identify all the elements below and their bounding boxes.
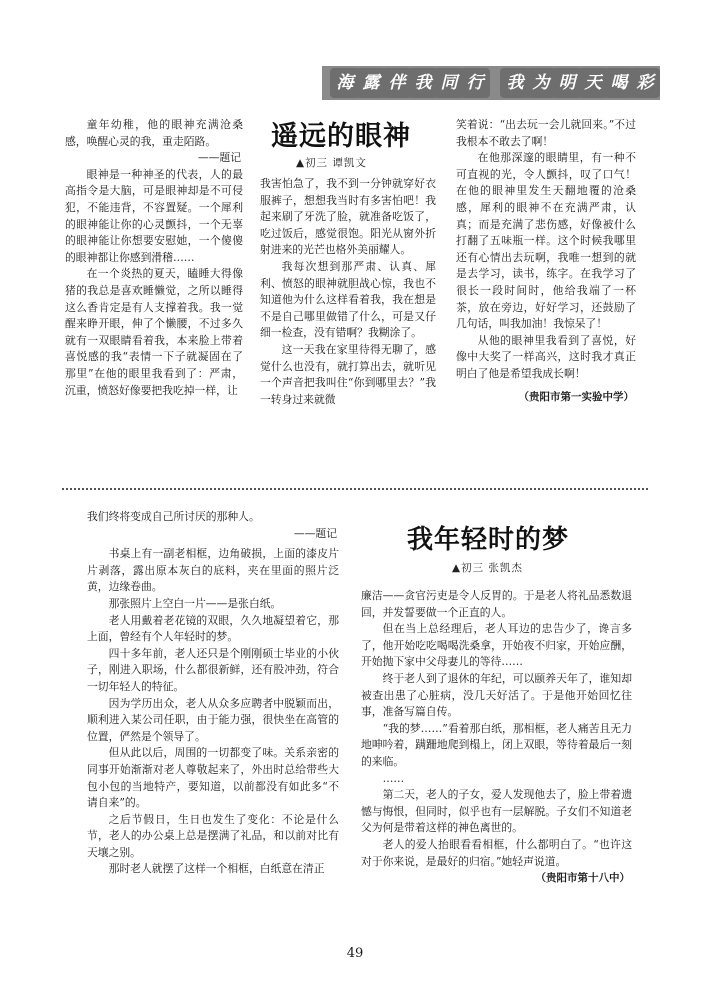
paragraph: 那张照片上空白一片——是张白纸。 — [108, 596, 282, 610]
paragraph: 廉洁——贪官污吏是令人反胃的。于是老人将礼品悉数退回，并发誓要做一个正直的人。 — [361, 589, 632, 619]
paragraph: 书桌上有一副老相框，边角破损，上面的漆皮片片剥落，露出原本灰白的底料，夹在里面的照片泛黄，边缘卷曲。 — [87, 547, 339, 594]
article1-column-1 — [65, 117, 243, 399]
paragraph: 因为学历出众，老人从众多应聘者中脱颖而出，顺利进入某公司任职，由于能力强，很快坐在高管的位置，俨然是个领导了。 — [87, 696, 339, 743]
epigraph: 我们终将变成自己所讨厌的那种人。 — [87, 510, 260, 523]
banner-char: 同 — [434, 68, 464, 98]
paragraph: 但在当上总经理后，老人耳边的忠告少了，谗言多了，他开始吃吃喝喝洗桑拿，开始夜不归家，开始应酬，开始抛下家中父母妻儿的等待…… — [361, 622, 632, 669]
article1-column-3 — [456, 117, 636, 405]
article2-column-2 — [361, 588, 632, 887]
epigraph: 童年幼稚，他的眼神充满沧桑感，唤醒心灵的我，重走陌路。 — [65, 118, 243, 148]
paragraph: 老人用戴着老花镜的双眼，久久地凝望着它，那上面，曾经有个人年轻时的梦。 — [87, 613, 339, 644]
banner-char: 我 — [408, 68, 438, 98]
banner-char: 行 — [460, 68, 490, 98]
banner-char: 露 — [356, 68, 386, 98]
paragraph: 从他的眼神里我看到了喜悦，好像中大奖了一样高兴，这时我才真正明白了他是希望我成长啊！ — [456, 333, 636, 380]
banner-char: 喝 — [604, 68, 634, 98]
article1-column-2 — [260, 176, 436, 408]
epigraph-source: ——题记 — [293, 526, 337, 540]
article1-title: 遥远的眼神 — [271, 121, 411, 152]
paragraph: 那时老人就摆了这样一个相框，白纸意在清正 — [108, 862, 325, 876]
paragraph: 之后节假日，生日也发生了变化：不论是什么节，老人的办公桌上总是摆满了礼品，和以前对比有天壤之别。 — [87, 812, 339, 859]
paragraph: 我害怕急了，我不到一分钟就穿好衣服裤子，想想我当时有多害怕吧！我起来刷了牙洗了脸，就准备吃饭了，吃过饭后，感觉很饱。阳光从窗外折射进来的光芒也格外美丽耀人。 — [260, 177, 436, 257]
article1-school: （贵阳市第一实验中学） — [518, 390, 634, 403]
article1-byline: ▲初三 谭凯文 — [296, 157, 367, 169]
paragraph: 终于老人到了退休的年纪，可以颐养天年了，谁知却被查出患了心脏病，没几天好活了。于是他开始回忆往事，准备写篇自传。 — [361, 671, 632, 719]
paragraph: …… — [382, 771, 405, 785]
paragraph: 这一天我在家里待得无聊了，感觉什么也没有，就打算出去，就听见一个声音把我叫住“你到哪里去？”我一转身过来就微 — [260, 342, 436, 406]
banner-char: 天 — [578, 68, 608, 98]
paragraph: “我的梦……”看着那白纸，那相框，老人痛苦且无力地呻吟着，蹒跚地爬到榻上，闭上双眼，等待着最后一刻的来临。 — [361, 721, 632, 768]
article2-school: （贵阳市第十八中） — [535, 872, 630, 885]
header-banner — [322, 66, 660, 100]
paragraph: 笑着说：“出去玩一会儿就回来。”不过我根本不敢去了啊！ — [456, 118, 636, 148]
banner-char: 我 — [500, 68, 530, 98]
banner-char: 彩 — [630, 68, 660, 98]
article2-byline: ▲初三 张凯杰 — [452, 562, 523, 574]
banner-char: 伴 — [382, 68, 412, 98]
paragraph: 我每次想到那严肃、认真、犀利、愤怒的眼神就胆战心惊，我也不知道他为什么这样看着我，我在想是不是自己哪里做错了什么，可是又仔细一检查，没有错啊？我糊涂了。 — [260, 259, 436, 340]
paragraph: 在他那深邃的眼睛里，有一种不可直视的光，令人颤抖，叹了口气！在他的眼神里发生天翻地覆的沧桑感，犀利的眼神不在充满严肃，认真；而是充满了悲伤感，好像被什么打翻了五味瓶一样。这个时候我哪里还有心情出去玩啊，我唯一想到的就是去学习，读书，练字。在我学习了很长一段时间时，他给我端了一杯茶，放在旁边，好好学习，还鼓励了几句话，叫我加油！我惊呆了！ — [456, 151, 636, 331]
paragraph: 眼神是一种神圣的代表，人的最高指令是大脑，可是眼神却是不可侵犯，不能违背，不容置疑。一个犀利的眼神能让你的心灵颤抖，一个无辜的眼神能让你想要安慰她，一个傻傻的眼神都让你感到滑稽…… — [65, 167, 243, 264]
banner-char: 海 — [330, 68, 360, 98]
section-divider — [62, 488, 648, 490]
article2-column-1 — [87, 509, 339, 878]
banner-char: 明 — [552, 68, 582, 98]
paragraph: 但从此以后，周围的一切都变了味。关系亲密的同事开始渐渐对老人尊敬起来了，外出时总给带些大包小包的当地特产，要知道，以前都没有如此多“不请自来”的。 — [87, 746, 339, 810]
paragraph: 四十多年前，老人还只是个刚刚硕士毕业的小伙子，刚进入职场，什么都很新鲜，还有股冲劲，符合一切年轻人的特征。 — [87, 646, 339, 693]
paragraph: 第二天，老人的子女，爱人发现他去了，脸上带着遗憾与悔恨，但同时，似乎也有一层解脱。子女们不知道老父为何是带着这样的神色离世的。 — [361, 788, 632, 835]
paragraph: 在一个炎热的夏天，瞌睡大得像猪的我总是喜欢睡懒觉，之所以睡得这么香肯定是有人支撑着我。我一觉醒来睁开眼，伸了个懒腰，不过多久就有一双眼睛看着我，本来脸上带着喜悦感的我“表情一下子就凝固在了那里”在他的眼里我看到了：严肃，沉重，愤怒好像要把我吃掉一样，让 — [65, 267, 243, 397]
paragraph: 老人的爱人抬眼看看相框，什么都明白了。“也许这对于你来说，是最好的归宿。”她轻声说道。 — [361, 837, 632, 868]
article2-title: 我年轻时的梦 — [407, 525, 570, 555]
page-number: 49 — [346, 946, 364, 961]
banner-char: 为 — [526, 68, 556, 98]
epigraph-source: ——题记 — [197, 151, 241, 165]
